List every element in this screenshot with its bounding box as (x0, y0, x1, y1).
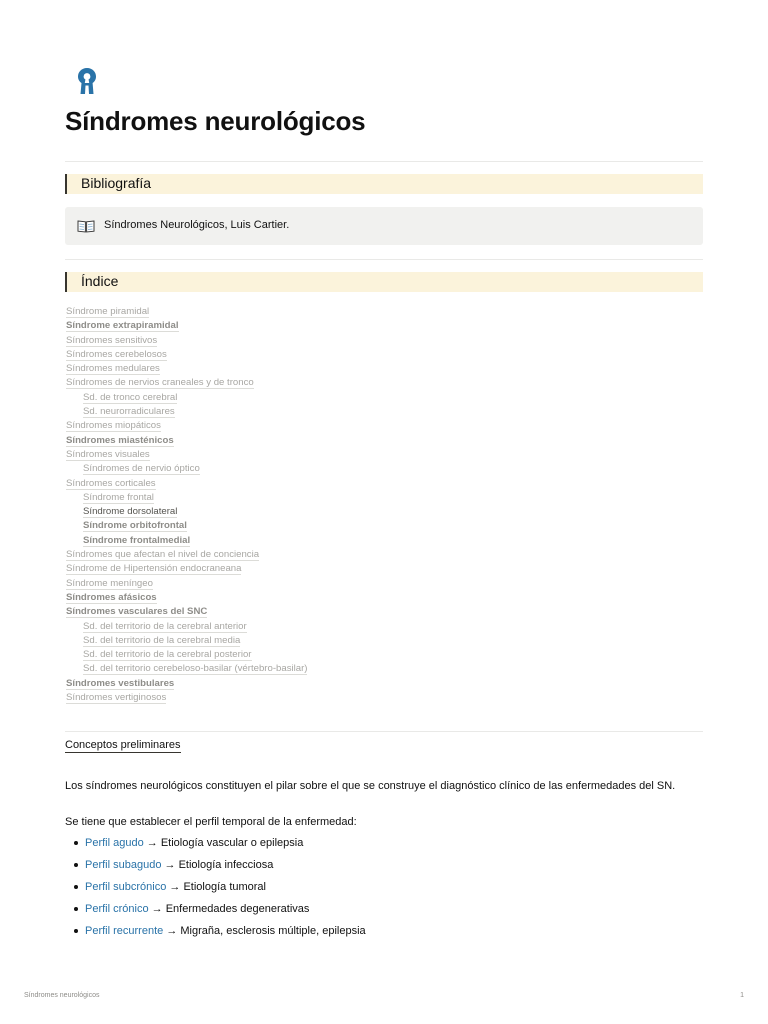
toc-link[interactable] (66, 620, 702, 634)
profile-meaning: Etiología tumoral (183, 881, 266, 893)
toc-link[interactable] (66, 305, 702, 319)
profile-meaning: Etiología infecciosa (178, 859, 274, 871)
toc-link[interactable] (66, 362, 702, 376)
arrow-icon: → (146, 837, 158, 849)
toc-link-label: Sd. del territorio cerebeloso-basilar (vértebro-basilar) (83, 663, 308, 675)
toc-link-label: Síndrome frontalmedial (83, 534, 191, 546)
toc-link[interactable] (66, 648, 702, 662)
toc-link-label: Síndrome de Hipertensión endocraneana (66, 563, 242, 575)
toc-link-label: Síndromes cerebelosos (66, 348, 167, 360)
toc-link[interactable] (66, 605, 702, 619)
list-item (65, 857, 703, 879)
profile-term: Perfil crónico (85, 903, 149, 915)
open-book-icon (77, 219, 95, 233)
profile-term: Perfil recurrente (85, 925, 164, 937)
toc-link-label: Síndrome meníngeo (66, 577, 153, 589)
toc-link-label: Síndromes vertiginosos (66, 692, 167, 704)
list-item (65, 879, 703, 901)
profile-term: Perfil agudo (85, 837, 144, 849)
profile-term: Perfil subagudo (85, 859, 162, 871)
toc-link-label: Síndromes de nervios craneales y de tronco (66, 377, 254, 389)
arrow-icon: → (151, 903, 163, 915)
toc-link[interactable] (66, 348, 702, 362)
bullet-dot (74, 929, 78, 933)
intro-paragraph: Los síndromes neurológicos constituyen el pilar sobre el que se construye el diagnóstico clínico de las enfermedades del SN. (65, 780, 676, 792)
bibliography-reference: Síndromes Neurológicos, Luis Cartier. (104, 219, 290, 231)
toc-link[interactable] (66, 519, 702, 533)
toc-link-label: Síndromes vasculares del SNC (66, 606, 208, 618)
profile-term: Perfil subcrónico (85, 881, 167, 893)
toc-link-label: Síndrome orbitofrontal (83, 520, 187, 532)
toc-link-label: Síndromes vestibulares (66, 677, 175, 689)
profile-meaning: Enfermedades degenerativas (165, 903, 310, 915)
footer-document-name: Síndromes neurológicos (24, 992, 100, 999)
head-keyhole-icon (75, 66, 99, 96)
table-of-contents (66, 305, 702, 705)
bullet-dot (74, 907, 78, 911)
toc-link[interactable] (66, 376, 702, 390)
toc-link-label: Síndromes de nervio óptico (83, 463, 200, 475)
toc-link-label: Síndrome frontal (83, 491, 154, 503)
section-link-conceptos-preliminares[interactable]: Conceptos preliminares (65, 739, 181, 751)
toc-link-label: Síndromes que afectan el nivel de conciencia (66, 549, 260, 561)
toc-link[interactable] (66, 677, 702, 691)
toc-link[interactable] (66, 505, 702, 519)
toc-link[interactable] (66, 634, 702, 648)
toc-link-label: Síndrome dorsolateral (83, 506, 178, 518)
toc-link[interactable] (66, 662, 702, 676)
toc-link[interactable] (66, 591, 702, 605)
toc-link[interactable] (66, 405, 702, 419)
divider (65, 731, 703, 732)
toc-link-label: Síndrome piramidal (66, 306, 150, 317)
toc-link-label: Síndromes miopáticos (66, 420, 161, 432)
bullet-dot (74, 863, 78, 867)
toc-link-label: Síndromes sensitivos (66, 334, 158, 346)
toc-link-label: Sd. del territorio de la cerebral media (83, 634, 241, 646)
toc-link-label: Síndromes visuales (66, 448, 150, 460)
bullet-dot (74, 885, 78, 889)
arrow-icon: → (169, 881, 181, 893)
toc-link-label: Sd. del territorio de la cerebral posterior (83, 649, 252, 661)
index-heading-label: Índice (81, 273, 119, 289)
toc-link[interactable] (66, 534, 702, 548)
toc-link[interactable] (66, 691, 702, 705)
list-item (65, 835, 703, 857)
toc-link[interactable] (66, 477, 702, 491)
list-item (65, 923, 703, 945)
toc-link[interactable] (66, 434, 702, 448)
toc-link[interactable] (66, 334, 702, 348)
toc-link[interactable] (66, 462, 702, 476)
bullet-dot (74, 841, 78, 845)
bibliography-heading (65, 174, 703, 194)
bibliography-heading-label: Bibliografía (81, 175, 152, 191)
toc-link[interactable] (66, 419, 702, 433)
list-item (65, 901, 703, 923)
footer-page-number: 1 (740, 992, 744, 999)
toc-link-label: Síndromes miasténicos (66, 434, 174, 446)
toc-link-label: Síndrome extrapiramidal (66, 320, 179, 332)
toc-link-label: Síndromes medulares (66, 363, 160, 375)
toc-link[interactable] (66, 448, 702, 462)
toc-link-label: Síndromes corticales (66, 477, 156, 489)
index-heading (65, 272, 703, 292)
arrow-icon: → (164, 859, 176, 871)
page-title: Síndromes neurológicos (65, 106, 366, 136)
toc-link-label: Sd. del territorio de la cerebral anterior (83, 620, 247, 632)
toc-link[interactable] (66, 548, 702, 562)
profile-meaning: Etiología vascular o epilepsia (160, 837, 304, 849)
toc-link[interactable] (66, 491, 702, 505)
toc-link-label: Sd. de tronco cerebral (83, 391, 178, 403)
bibliography-callout (65, 207, 703, 245)
divider (65, 161, 703, 162)
temporal-profile-list (65, 835, 703, 945)
toc-link-label: Sd. neurorradiculares (83, 406, 175, 418)
toc-link[interactable] (66, 577, 702, 591)
toc-link-label: Síndromes afásicos (66, 591, 157, 603)
arrow-icon: → (166, 925, 178, 937)
temporal-profile-paragraph: Se tiene que establecer el perfil temporal de la enfermedad: (65, 816, 357, 828)
divider (65, 259, 703, 260)
toc-link[interactable] (66, 562, 702, 576)
toc-link[interactable] (66, 319, 702, 333)
toc-link[interactable] (66, 391, 702, 405)
profile-meaning: Migraña, esclerosis múltiple, epilepsia (180, 925, 366, 937)
